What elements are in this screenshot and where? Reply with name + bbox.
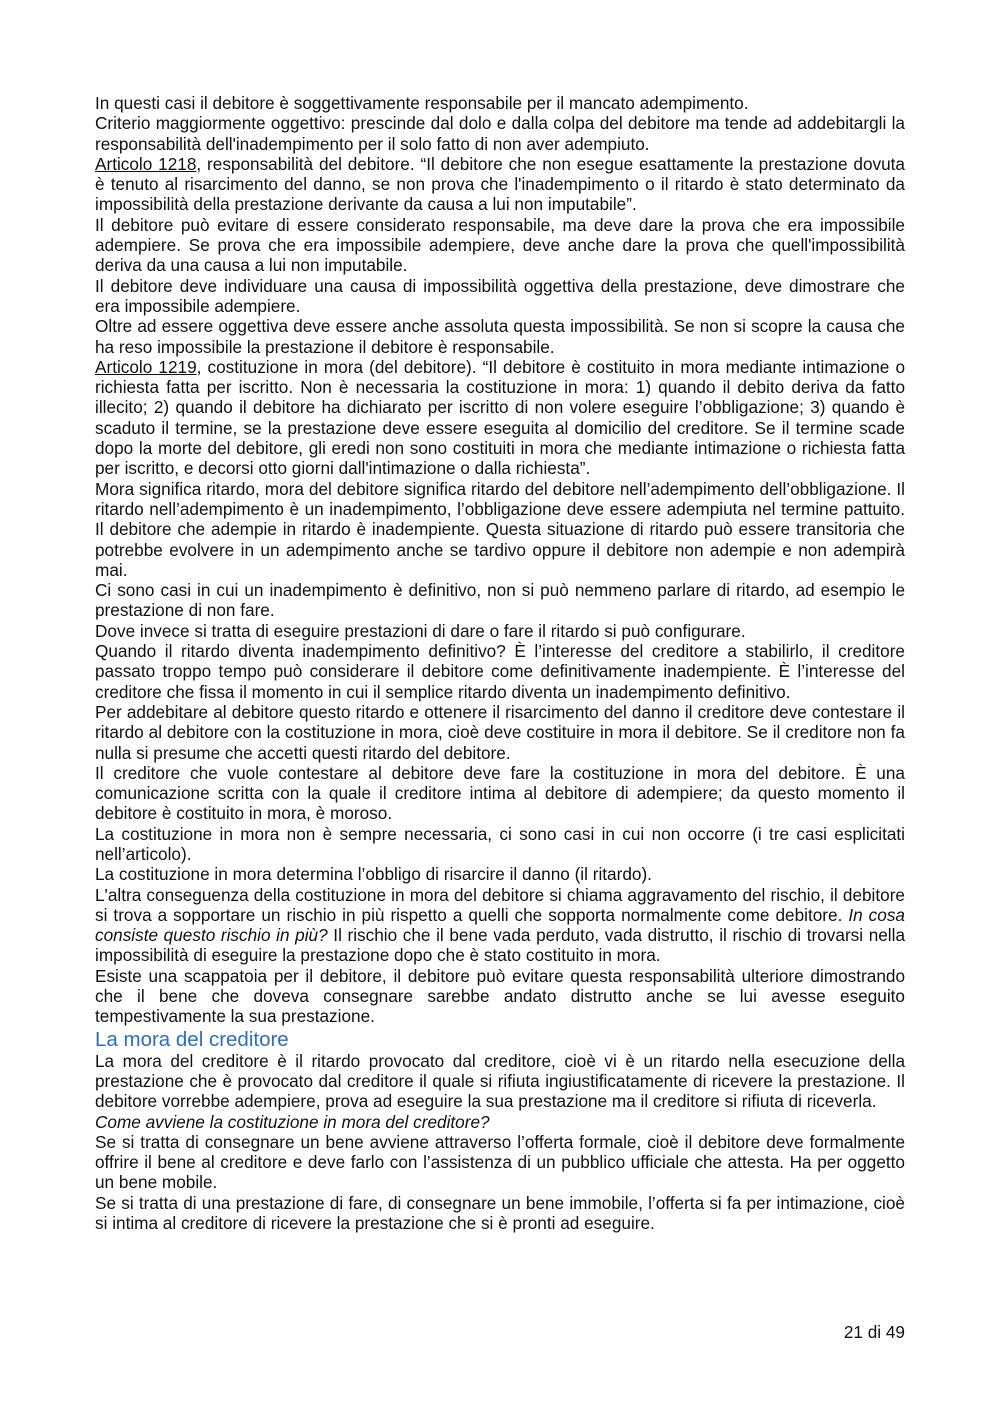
article-1218-link[interactable]: Articolo 1218 — [95, 153, 197, 174]
paragraph: La costituzione in mora non è sempre necessaria, ci sono casi in cui non occorre (i tre casi esplicitati nell’articolo). — [95, 823, 905, 864]
paragraph-text: , costituzione in mora (del debitore). “Il debitore è costituito in mora mediante intimazione o richiesta fatta per iscritto. Non è necessaria la costituzione in mora: 1) quando il debito deriva da fatto illecito; 2) quando il debitore ha dichiarato per iscritto di non volere eseguire l’obbligazione; 3) quando è scaduto il termine, se la prestazione deve essere eseguita al domicilio del creditore. Se il termine scade dopo la morte del debitore, gli eredi non sono costituiti in mora che mediante intimazione o richiesta fatta per iscritto, e decorsi otto giorni dall'intimazione o dalla richiesta”. — [95, 356, 905, 479]
paragraph — [95, 154, 905, 215]
paragraph-text: , responsabilità del debitore. “Il debitore che non esegue esattamente la prestazione dovuta è tenuto al risarcimento del danno, se non prova che l'inadempimento o il ritardo è stato determinato da impossibilità della prestazione derivante da causa a lui non imputabile”. — [95, 153, 905, 215]
paragraph: Il debitore deve individuare una causa di impossibilità oggettiva della prestazione, deve dimostrare che era impossibile adempiere. — [95, 275, 905, 316]
article-1219-link[interactable]: Articolo 1219 — [95, 356, 197, 377]
paragraph: Dove invece si tratta di eseguire prestazioni di dare o fare il ritardo si può configurare. — [95, 620, 746, 641]
paragraph: Oltre ad essere oggettiva deve essere anche assoluta questa impossibilità. Se non si scopre la causa che ha reso impossibile la prestazione il debitore è responsabile. — [95, 316, 905, 357]
paragraph: Se si tratta di una prestazione di fare, di consegnare un bene immobile, l’offerta si fa per intimazione, cioè si intima al creditore di ricevere la prestazione che si è pronti ad eseguire. — [95, 1192, 905, 1234]
paragraph — [95, 885, 905, 966]
paragraph: Mora significa ritardo, mora del debitore significa ritardo del debitore nell’adempimento dell’obbligazione. Il ritardo nell’adempimento è un inadempimento, l’obbligazione deve essere adempiuta nel termine pattuito. Il debitore che adempie in ritardo è inadempiente. Questa situazione di ritardo può essere transitoria che potrebbe evolvere in un adempimento anche se tardivo oppure il debitore non adempie e non adempirà mai. — [95, 478, 905, 580]
paragraph: Criterio maggiormente oggettivo: prescinde dal dolo e dalla colpa del debitore ma tende ad addebitargli la responsabilità dell'inadempimento per il solo fatto di non aver adempiuto. — [95, 113, 905, 154]
paragraph: Il debitore può evitare di essere considerato responsabile, ma deve dare la prova che era impossibile adempiere. Se prova che era impossibile adempiere, deve anche dare la prova che quell'impossibilità deriva da una causa a lui non imputabile. — [95, 214, 905, 276]
paragraph: Se si tratta di consegnare un bene avviene attraverso l’offerta formale, cioè il debitore deve formalmente offrire il bene al creditore e deve farlo con l’assistenza di un pubblico ufficiale che attesta. Ha per oggetto un bene mobile. — [95, 1131, 905, 1193]
paragraph: Per addebitare al debitore questo ritardo e ottenere il risarcimento del danno il creditore deve contestare il ritardo al debitore con la costituzione in mora, cioè deve costituire in mora il debitore. Se il creditore non fa nulla si presume che accetti questi ritardo del debitore. — [95, 701, 905, 763]
page-number: 21 di 49 — [843, 1322, 905, 1342]
paragraph: Quando il ritardo diventa inadempimento definitivo? È l’interesse del creditore a stabilirlo, il creditore passato troppo tempo può considerare il debitore come definitivamente inadempiente. È l’interesse del creditore che fissa il momento in cui il semplice ritardo diventa un inadempimento definitivo. — [95, 641, 905, 702]
paragraph: La costituzione in mora determina l’obbligo di risarcire il danno (il ritardo). — [95, 864, 652, 885]
paragraph: Ci sono casi in cui un inadempimento è definitivo, non si può nemmeno parlare di ritardo, ad esempio le prestazione di non fare. — [95, 580, 905, 621]
italic-question: In cosa consiste questo rischio in più? — [95, 904, 905, 946]
paragraph: La mora del creditore è il ritardo provocato dal creditore, cioè vi è un ritardo nella esecuzione della prestazione che è provocato dal creditore il quale si rifiuta ingiustificatamente di ricevere la prestazione. Il debitore vorrebbe adempiere, prova ad eseguire la sua prestazione ma il creditore si rifiuta di riceverla. — [95, 1050, 905, 1112]
section-heading: La mora del creditore — [95, 1027, 289, 1051]
document-page — [95, 93, 905, 1233]
paragraph-text: Il rischio che il bene vada perduto, vada distrutto, il rischio di trovarsi nella impossibilità di eseguire la prestazione dopo che è stato costituito in mora. — [95, 925, 906, 966]
paragraph: In questi casi il debitore è soggettivamente responsabile per il mancato adempimento. — [95, 93, 749, 113]
paragraph-text: L'altra conseguenza della costituzione in mora del debitore si chiama aggravamento del rischio, il debitore si trova a sopportare un rischio in più rispetto a quelli che sopporta normalmente come debitore. — [95, 884, 905, 925]
italic-question: Come avviene la costituzione in mora del creditore? — [95, 1111, 490, 1132]
paragraph: Esiste una scappatoia per il debitore, il debitore può evitare questa responsabilità ulteriore dimostrando che il bene che doveva consegnare sarebbe andato distrutto anche se lui avesse eseguito tempestivamente la sua prestazione. — [95, 965, 905, 1027]
paragraph — [95, 357, 905, 479]
paragraph: Il creditore che vuole contestare al debitore deve fare la costituzione in mora del debitore. È una comunicazione scritta con la quale il creditore intima al debitore di adempiere; da questo momento il debitore è costituito in mora, è moroso. — [95, 762, 905, 824]
